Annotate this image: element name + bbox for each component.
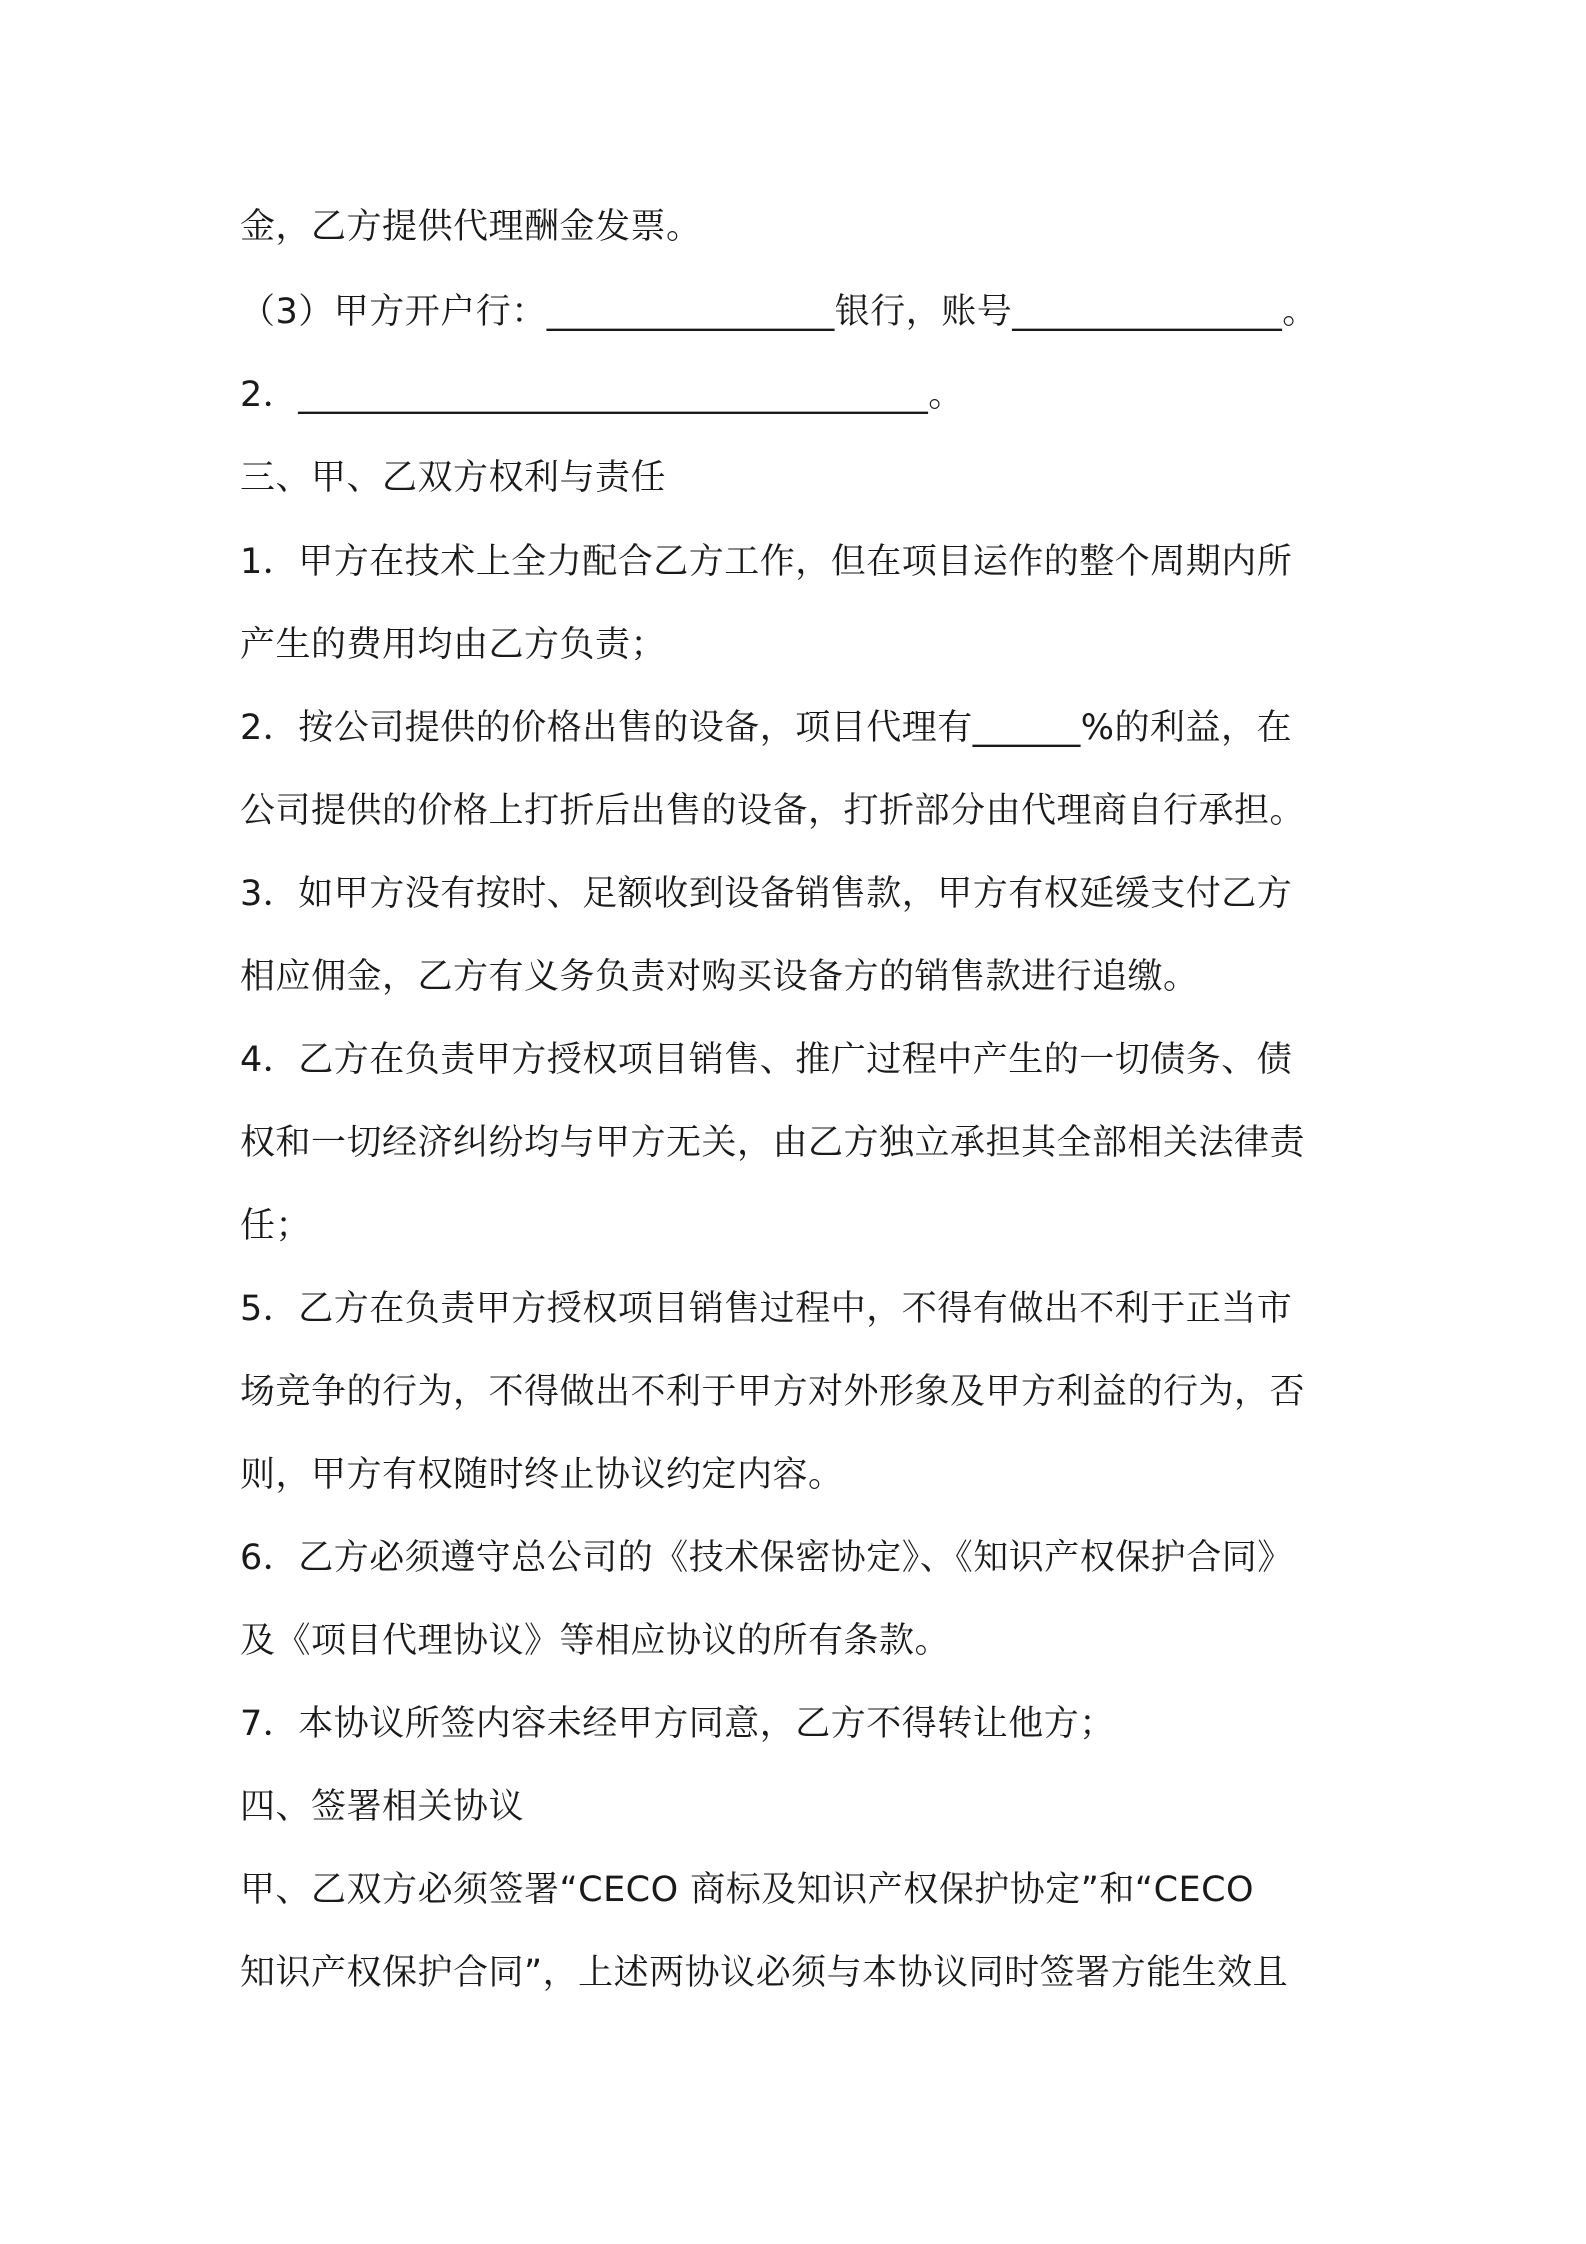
text-line: 产生的费用均由乙方负责；: [240, 625, 667, 665]
text-line: 5．乙方在负责甲方授权项目销售过程中，不得有做出不利于正当市: [240, 1289, 1293, 1329]
text-line: 1．甲方在技术上全力配合乙方工作，但在项目运作的整个周期内所: [240, 542, 1293, 582]
text-line: 则，甲方有权随时终止协议约定内容。: [240, 1455, 844, 1495]
text-line: 任；: [240, 1206, 312, 1246]
text-line: 场竞争的行为，不得做出不利于甲方对外形象及甲方利益的行为，否: [240, 1372, 1306, 1412]
text-line: （3）甲方开户行：________________银行，账号_______________。: [240, 292, 1318, 332]
text-line: 权和一切经济纠纷均与甲方无关，由乙方独立承担其全部相关法律责: [240, 1123, 1306, 1163]
text-line: 6．乙方必须遵守总公司的《技术保密协定》、《知识产权保护合同》: [240, 1538, 1293, 1578]
text-line: 2．___________________________________。: [240, 375, 964, 415]
text-line: 金，乙方提供代理酬金发票。: [240, 207, 702, 247]
text-line: 及《项目代理协议》等相应协议的所有条款。: [240, 1621, 951, 1661]
text-line: 知识产权保护合同”，上述两协议必须与本协议同时签署方能生效且: [240, 1953, 1289, 1993]
text-line: 7．本协议所签内容未经甲方同意，乙方不得转让他方；: [240, 1704, 1115, 1744]
section-heading: 四、签署相关协议: [240, 1787, 525, 1827]
text-line: 公司提供的价格上打折后出售的设备，打折部分由代理商自行承担。: [240, 791, 1306, 831]
text-line: 甲、乙双方必须签署“CECO 商标及知识产权保护协定”和“CECO: [240, 1870, 1255, 1910]
section-heading: 三、甲、乙双方权利与责任: [240, 458, 667, 498]
text-line: 相应佣金，乙方有义务负责对购买设备方的销售款进行追缴。: [240, 957, 1199, 997]
text-line: 2．按公司提供的价格出售的设备，项目代理有______%的利益，在: [240, 708, 1293, 748]
text-line: 3．如甲方没有按时、足额收到设备销售款，甲方有权延缓支付乙方: [240, 874, 1293, 914]
text-line: 4．乙方在负责甲方授权项目销售、推广过程中产生的一切债务、债: [240, 1040, 1293, 1080]
